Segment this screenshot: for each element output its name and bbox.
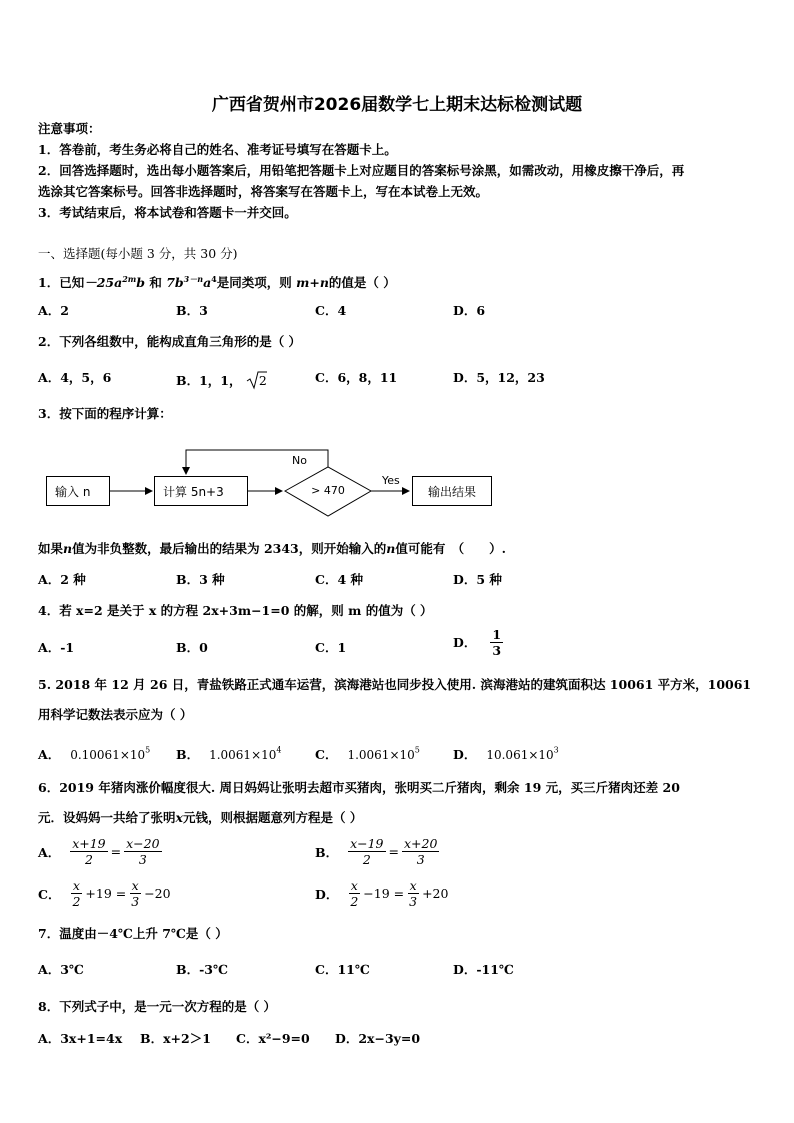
question-6-stem-cont: 元．设妈妈一共给了张明x元钱，则根据题意列方程是（ ）: [38, 810, 363, 825]
q4-option-c: C．1: [315, 640, 347, 655]
q8-option-b: B．x+2＞1: [140, 1031, 211, 1046]
flow-yes-label: Yes: [382, 474, 400, 487]
q1-option-d: D．6: [453, 303, 486, 318]
q5-option-c: C． $1.0061\times 10^5$: [315, 745, 420, 762]
q3-option-b: B．3 种: [176, 572, 225, 587]
q4-option-a: A．-1: [38, 640, 75, 655]
page-title: 广西省贺州市2026届数学七上期末达标检测试题: [211, 95, 583, 115]
question-3-stem: 3．按下面的程序计算：: [38, 406, 172, 421]
notice-item: 选涂其它答案标号。回答非选择题时，将答案写在答题卡上，写在本试卷上无效。: [38, 184, 489, 199]
q2-option-c: C．6，8，11: [315, 370, 398, 385]
question-1-stem: 1．已知$-25a^{2m}b$ 和 $7b^{3-n}a^4$是同类项，则 m+n的值是（ ）: [38, 274, 396, 291]
fraction-one-third: $\frac{1}{3}$: [492, 627, 502, 658]
q3-option-d: D．5 种: [453, 572, 502, 587]
q8-option-c: C．x²−9=0: [236, 1031, 310, 1046]
question-4-stem: 4．若 x=2 是关于 x 的方程 2x+3m−1=0 的解，则 m 的值为（ ）: [38, 603, 433, 618]
flow-input-box: 输入 n: [46, 476, 110, 506]
q5-option-b: B． $1.0061\times 10^4$: [176, 745, 282, 762]
q7-option-b: B．-3℃: [176, 962, 228, 977]
question-2-stem: 2．下列各组数中，能构成直角三角形的是（ ）: [38, 334, 302, 349]
section-heading: 一、选择题(每小题 3 分，共 30 分): [38, 246, 238, 261]
q8-option-a: A．3x+1=4x: [38, 1031, 123, 1046]
question-3-condition: 如果n值为非负整数，最后输出的结果为 2343，则开始输入的n值可能有 （ ）.: [38, 541, 506, 556]
q1-option-c: C．4: [315, 303, 347, 318]
q1-option-a: A．2: [38, 303, 69, 318]
q7-option-c: C．11℃: [315, 962, 370, 977]
question-5-stem-cont: 用科学记数法表示应为（ ）: [38, 707, 193, 722]
program-flowchart: [38, 440, 508, 530]
notice-heading: 注意事项：: [38, 121, 101, 136]
flow-compute-box: 计算 5n+3: [154, 476, 248, 506]
notice-item: 1．答卷前，考生务必将自己的姓名、准考证号填写在答题卡上。: [38, 142, 397, 157]
notice-item: 3．考试结束后，将本试卷和答题卡一并交回。: [38, 205, 297, 220]
q5-option-d: D． $10.061\times 10^3$: [453, 745, 559, 762]
q2-option-b: B．1，1， 2: [176, 370, 267, 390]
notice-item: 2．回答选择题时，选出每小题答案后，用铅笔把答题卡上对应题目的答案标号涂黑，如需改动，用橡皮擦干净后，再: [38, 163, 685, 178]
q6-option-a: A． $\frac{x+19}{2}$ = $\frac{x-20}{3}$: [38, 836, 160, 867]
q2-option-a: A．4，5，6: [38, 370, 112, 385]
q4-option-d: D． $\frac{1}{3}$: [453, 627, 502, 658]
q2-option-d: D．5，12，23: [453, 370, 545, 385]
question-8-stem: 8．下列式子中，是一元一次方程的是（ ）: [38, 999, 277, 1014]
question-7-stem: 7．温度由－4℃上升 7℃是（ ）: [38, 926, 228, 941]
q7-option-d: D．-11℃: [453, 962, 514, 977]
q5-option-a: A． $0.10061\times 10^5$: [38, 745, 151, 762]
q7-option-a: A．3℃: [38, 962, 84, 977]
q6-option-c: C． $\frac{x}{2}$ +19 = $\frac{x}{3}$ −20: [38, 878, 171, 909]
q8-option-d: D．2x−3y=0: [335, 1031, 421, 1046]
q1-option-b: B．3: [176, 303, 208, 318]
flow-condition: > 470: [311, 484, 345, 497]
q6-option-b: B． $\frac{x-19}{2}$ = $\frac{x+20}{3}$: [315, 836, 438, 867]
flow-no-label: No: [292, 454, 307, 467]
q3-option-a: A．2 种: [38, 572, 86, 587]
question-6-stem: 6．2019 年猪肉涨价幅度很大. 周日妈妈让张明去超市买猪肉，张明买二斤猪肉，剩余 19 元，买三斤猪肉还差 20: [38, 780, 680, 795]
question-5-stem: 5. 2018 年 12 月 26 日，青盐铁路正式通车运营，滨海港站也同步投入使用. 滨海港站的建筑面积达 10061 平方米，10061: [38, 677, 752, 692]
q3-option-c: C．4 种: [315, 572, 363, 587]
q6-option-d: D． $\frac{x}{2}$ −19 = $\frac{x}{3}$ +20: [315, 878, 449, 909]
q4-option-b: B．0: [176, 640, 208, 655]
flow-output-box: 输出结果: [412, 476, 492, 506]
